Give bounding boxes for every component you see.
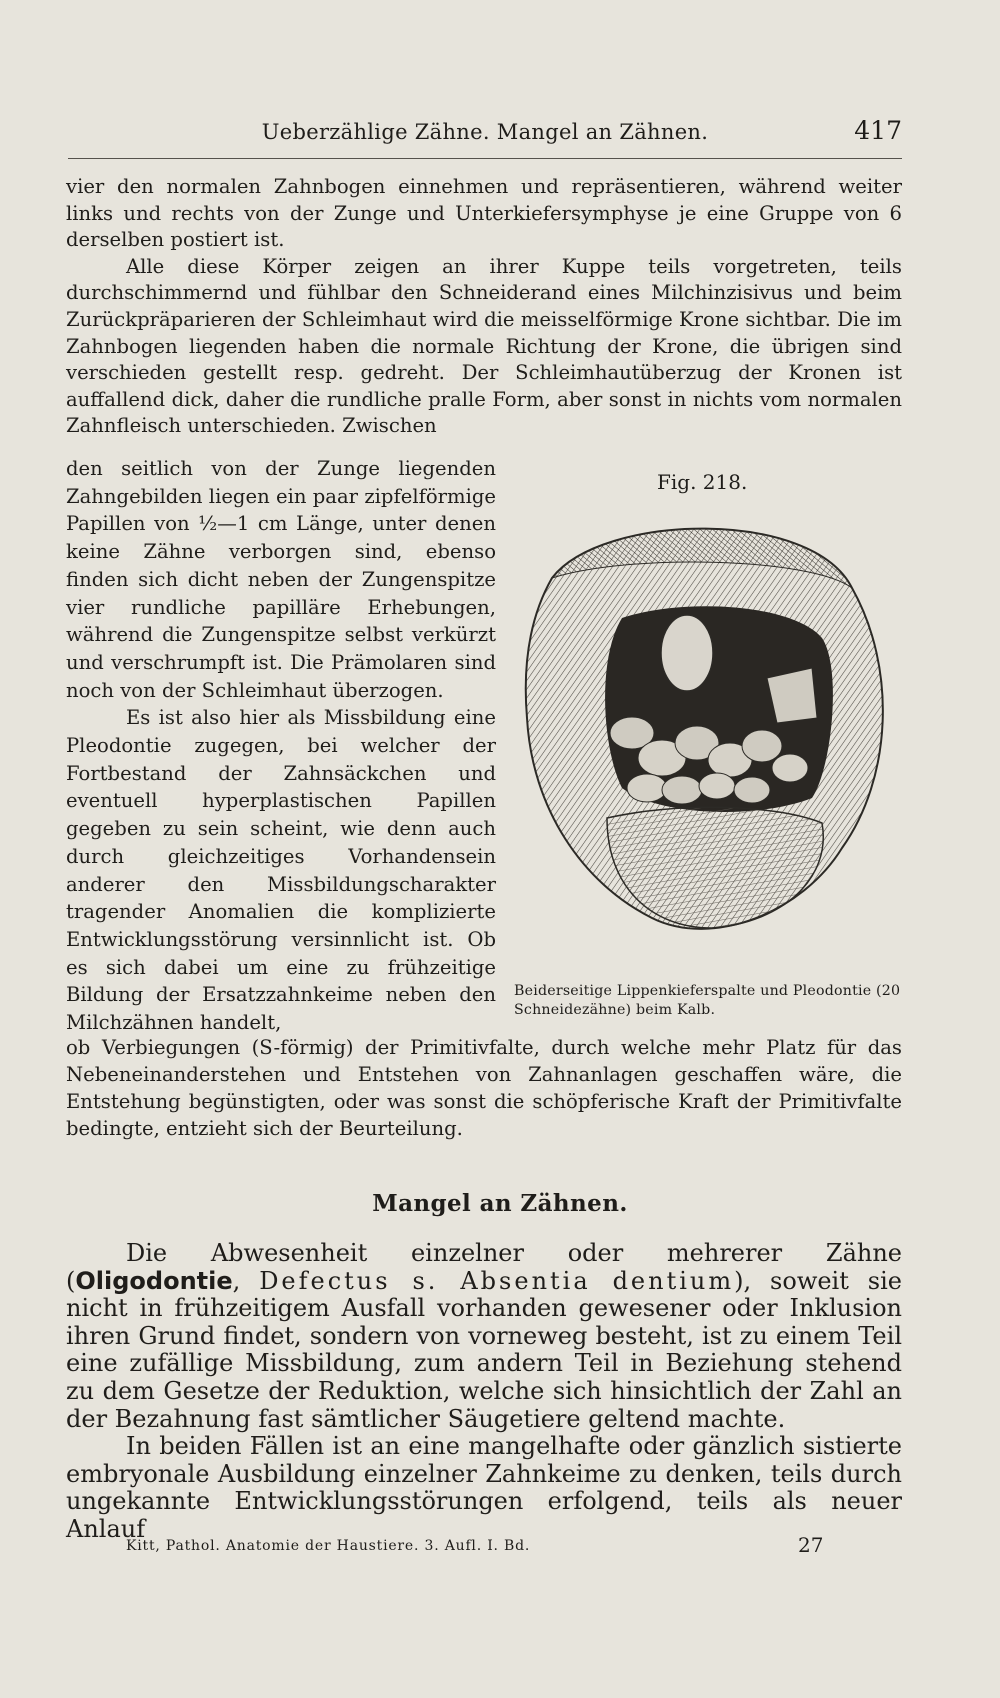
- term-oligodontie: Oligodontie: [75, 1266, 233, 1295]
- running-header: [68, 118, 902, 159]
- paragraph-embryonal: In beiden Fällen ist an eine mangelhafte oder gänzlich sistierte embryonale Ausbildung einzelner Zahnkeime zu denken, teils durch ungekannte Entwicklungsstörungen erfolgend, teils als neuer Anlauf: [66, 1432, 902, 1543]
- paragraph-lead: Die Abwesenheit einzelner oder mehrerer Zähne (: [66, 1239, 902, 1295]
- paragraph-primitivfalte: ob Verbiegungen (S-förmig) der Primitivfalte, durch welche mehr Platz für das Nebeneinanderstehen und Entstehen von Zahnanlagen geschaffen wäre, die Entstehung begünstigten, oder was sonst die schöpferische Kraft der Primitivfalte bedingte, entzieht sich der Beurteilung.: [66, 1036, 902, 1140]
- paragraph-continued: vier den normalen Zahnbogen einnehmen und repräsentieren, während weiter links und rechts von der Zunge und Unterkiefersymphyse je eine Gruppe von 6 derselben postiert ist.: [66, 175, 902, 252]
- calf-jaw-illustration: [512, 518, 904, 958]
- figure-caption: Beiderseitige Lippenkieferspalte und Pleodontie (20 Schneidezähne) beim Kalb.: [514, 983, 901, 1018]
- section-body: [66, 1240, 902, 1544]
- paragraph-crowns: Alle diese Körper zeigen an ihrer Kuppe teils vorgetreten, teils durchschimmernd und fühlbar den Schneiderand eines Milchinzisivus und beim Zurückpräparieren der Schleimhaut wird die meisselförmige Krone sichtbar. Die im Zahnbogen liegenden haben die normale Richtung der Krone, die übrigen sind verschieden gestellt resp. gedreht. Der Schleimhautüberzug der Kronen ist auffallend dick, daher die rundliche pralle Form, aber sonst in nichts vom normalen Zahnfleisch unterschieden. Zwischen: [66, 254, 902, 438]
- paragraph-papillae: den seitlich von der Zunge liegenden Zahngebilden liegen ein paar zipfelförmige Papillen von ½—1 cm Länge, unter denen keine Zähne verborgen sind, ebenso finden sich dicht neben der Zungenspitze vier rundliche papilläre Erhebungen, während die Zungenspitze selbst verkürzt und verschrumpft ist. Die Prämolaren sind noch von der Schleimhaut überzogen.: [66, 457, 496, 702]
- signature-number: 27: [798, 1533, 824, 1557]
- body-text-column: [66, 455, 496, 1037]
- figure-label: Fig. 218.: [657, 470, 748, 494]
- page-number: 417: [854, 116, 902, 145]
- paragraph-rest: ), soweit sie nicht in frühzeitigem Ausfall vorhanden gewesener oder Inklusion ihren Grund findet, sondern von vorneweg besteht, ist zu einem Teil eine zufällige Missbildung, zum andern Teil in Beziehung stehend zu dem Gesetze der Reduktion, welche sich hinsichtlich der Zahl an der Bezahnung fast sämtlicher Säugetiere geltend machte.: [66, 1266, 902, 1433]
- paragraph-pleodontie: Es ist also hier als Missbildung eine Pleodontie zugegen, bei welcher der Fortbestand der Zahnsäckchen und eventuell hyperplastischen Papillen gegeben zu sein scheint, wie denn auch durch gleichzeitiges Vorhandensein anderer den Missbildungscharakter tragender Anomalien die komplizierte Entwicklungsstörung versinnlicht ist. Ob es sich dabei um eine zu frühzeitige Bildung der Ersatzzahnkeime neben den Milchzähnen handelt,: [66, 706, 496, 1035]
- paragraph-separator: ,: [232, 1266, 260, 1295]
- body-text-continuation: [66, 1034, 902, 1142]
- body-text-top: [66, 174, 902, 440]
- section-heading: Mangel an Zähnen.: [372, 1190, 628, 1217]
- latin-term: Defectus s. Absentia dentium: [259, 1266, 735, 1295]
- running-title: Ueberzählige Zähne. Mangel an Zähnen.: [261, 120, 709, 144]
- paragraph-oligodontie: [66, 1240, 902, 1433]
- figure-218: [512, 468, 904, 1020]
- footer-citation: Kitt, Pathol. Anatomie der Haustiere. 3. Aufl. I. Bd.: [126, 1538, 531, 1554]
